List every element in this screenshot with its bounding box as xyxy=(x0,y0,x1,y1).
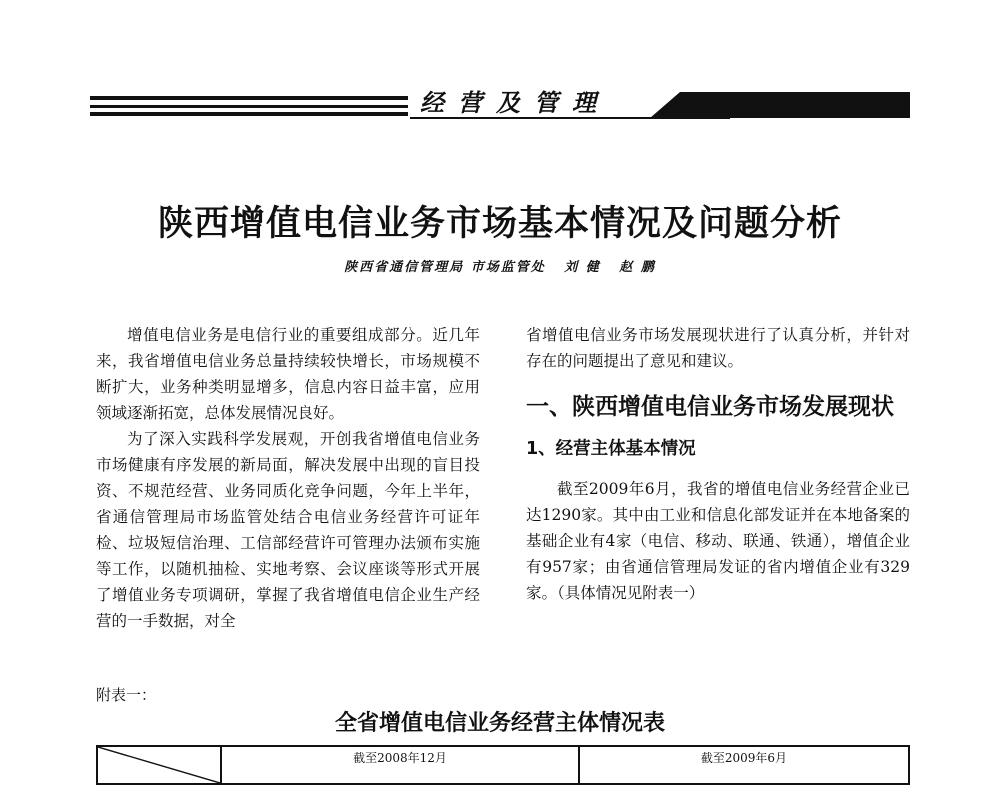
table-title: 全省增值电信业务经营主体情况表 xyxy=(334,711,665,736)
table-header-row xyxy=(97,746,909,784)
paragraph: 省增值电信业务市场发展现状进行了认真分析，并针对存在的问题提出了意见和建议。 xyxy=(526,326,910,370)
author-name: 刘 健 xyxy=(564,260,601,275)
byline xyxy=(0,256,1000,275)
table-header-cell: 截至2009年6月 xyxy=(579,746,909,784)
right-column xyxy=(526,322,910,606)
table-corner-cell xyxy=(97,746,221,784)
diagonal-line xyxy=(98,747,220,783)
author-affiliation: 陕西省通信管理局 市场监管处 xyxy=(344,260,546,275)
subsection-heading: 1、经营主体基本情况 xyxy=(526,439,696,459)
header-wedge-decoration xyxy=(650,92,910,118)
section-header xyxy=(90,86,910,126)
author-name: 赵 鹏 xyxy=(619,260,656,275)
appendix-label: 附表一： xyxy=(96,686,157,704)
section-heading: 一、陕西增值电信业务市场发展现状 xyxy=(526,394,894,420)
header-rule-lines xyxy=(90,92,408,122)
left-column xyxy=(96,322,480,634)
section-title: 经营及管理 xyxy=(420,88,610,117)
paragraph: 截至2009年6月，我省的增值电信业务经营企业已达1290家。其中由工业和信息化部发证并在本地备案的基础企业有4家（电信、移动、联通、铁通），增值企业有957家；由省通信管理局发证的省内增值企业有329家。（具体情况见附表一） xyxy=(526,480,910,602)
paragraph: 增值电信业务是电信行业的重要组成部分。近几年来，我省增值电信业务总量持续较快增长，市场规模不断扩大，业务种类明显增多，信息内容日益丰富，应用领域逐渐拓宽，总体发展情况良好。 xyxy=(96,326,480,422)
article-title: 陕西增值电信业务市场基本情况及问题分析 xyxy=(157,204,842,244)
appendix-table xyxy=(96,745,910,785)
paragraph: 为了深入实践科学发展观，开创我省增值电信业务市场健康有序发展的新局面，解决发展中出现的盲目投资、不规范经营、业务同质化竞争问题，今年上半年，省通信管理局市场监管处结合电信业务经营许可证年检、垃圾短信治理、工信部经营许可管理办法颁布实施等工作，以随机抽检、实地考察、会议座谈等形式开展了增值业务专项调研，掌握了我省增值电信企业生产经营的一手数据，对全 xyxy=(96,430,480,630)
table-header-cell: 截至2008年12月 xyxy=(221,746,579,784)
